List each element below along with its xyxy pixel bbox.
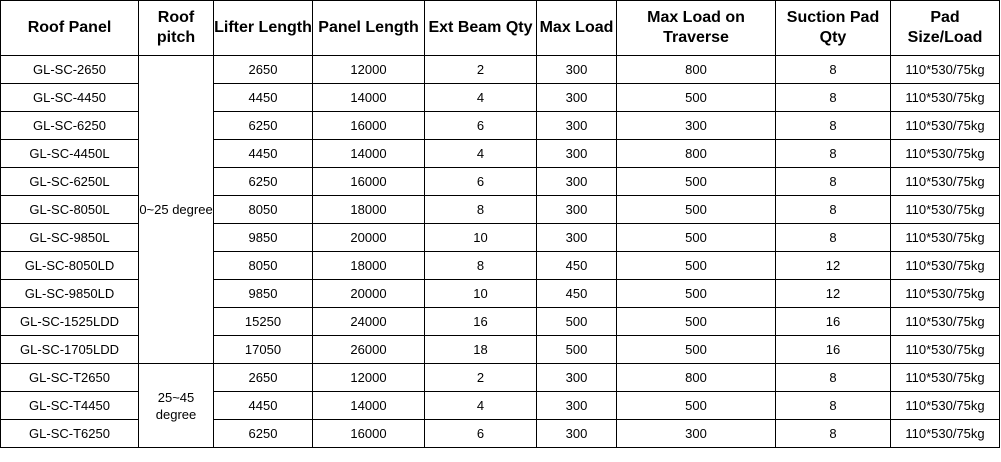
- max-load-cell: 450: [537, 280, 617, 308]
- table-row: [1, 56, 1000, 84]
- panel-length-cell: 20000: [313, 280, 425, 308]
- max-load-cell: 300: [537, 168, 617, 196]
- header-cell: Max Load: [537, 1, 617, 56]
- max-load-cell: 300: [537, 112, 617, 140]
- max-load-cell: 450: [537, 252, 617, 280]
- panel-length-cell: 20000: [313, 224, 425, 252]
- panel-length-cell: 14000: [313, 140, 425, 168]
- max-load-traverse-cell: 300: [617, 420, 776, 448]
- lifter-length-cell: 6250: [214, 112, 313, 140]
- suction-pad-qty-cell: 12: [776, 252, 891, 280]
- max-load-traverse-cell: 800: [617, 140, 776, 168]
- lifter-length-cell: 15250: [214, 308, 313, 336]
- max-load-cell: 300: [537, 56, 617, 84]
- suction-pad-qty-cell: 16: [776, 336, 891, 364]
- pad-size-load-cell: 110*530/75kg: [891, 196, 1000, 224]
- table-body: [1, 56, 1000, 448]
- pad-size-load-cell: 110*530/75kg: [891, 84, 1000, 112]
- ext-beam-qty-cell: 10: [425, 280, 537, 308]
- lifter-length-cell: 4450: [214, 392, 313, 420]
- pad-size-load-cell: 110*530/75kg: [891, 392, 1000, 420]
- model-cell: GL-SC-1525LDD: [1, 308, 139, 336]
- model-cell: GL-SC-T6250: [1, 420, 139, 448]
- lifter-length-cell: 4450: [214, 140, 313, 168]
- pad-size-load-cell: 110*530/75kg: [891, 140, 1000, 168]
- max-load-cell: 500: [537, 308, 617, 336]
- max-load-traverse-cell: 500: [617, 392, 776, 420]
- lifter-length-cell: 8050: [214, 196, 313, 224]
- model-cell: GL-SC-6250L: [1, 168, 139, 196]
- lifter-length-cell: 9850: [214, 280, 313, 308]
- max-load-traverse-cell: 500: [617, 196, 776, 224]
- panel-length-cell: 16000: [313, 420, 425, 448]
- pad-size-load-cell: 110*530/75kg: [891, 420, 1000, 448]
- header-cell: Lifter Length: [214, 1, 313, 56]
- table-row: [1, 364, 1000, 392]
- pad-size-load-cell: 110*530/75kg: [891, 252, 1000, 280]
- model-cell: GL-SC-9850LD: [1, 280, 139, 308]
- max-load-cell: 300: [537, 84, 617, 112]
- suction-pad-qty-cell: 8: [776, 112, 891, 140]
- panel-length-cell: 16000: [313, 168, 425, 196]
- max-load-cell: 500: [537, 336, 617, 364]
- ext-beam-qty-cell: 4: [425, 392, 537, 420]
- panel-length-cell: 24000: [313, 308, 425, 336]
- max-load-cell: 300: [537, 364, 617, 392]
- pad-size-load-cell: 110*530/75kg: [891, 336, 1000, 364]
- max-load-traverse-cell: 500: [617, 84, 776, 112]
- header-cell: Suction Pad Qty: [776, 1, 891, 56]
- roof-pitch-cell: 25~45 degree: [139, 364, 214, 448]
- panel-length-cell: 18000: [313, 196, 425, 224]
- panel-length-cell: 14000: [313, 84, 425, 112]
- panel-length-cell: 12000: [313, 364, 425, 392]
- max-load-traverse-cell: 500: [617, 336, 776, 364]
- max-load-cell: 300: [537, 196, 617, 224]
- ext-beam-qty-cell: 6: [425, 168, 537, 196]
- ext-beam-qty-cell: 4: [425, 140, 537, 168]
- suction-pad-qty-cell: 8: [776, 224, 891, 252]
- model-cell: GL-SC-T4450: [1, 392, 139, 420]
- ext-beam-qty-cell: 8: [425, 252, 537, 280]
- suction-pad-qty-cell: 8: [776, 140, 891, 168]
- max-load-traverse-cell: 800: [617, 364, 776, 392]
- header-cell: Roof pitch: [139, 1, 214, 56]
- model-cell: GL-SC-2650: [1, 56, 139, 84]
- header-cell: Pad Size/Load: [891, 1, 1000, 56]
- panel-length-cell: 12000: [313, 56, 425, 84]
- model-cell: GL-SC-8050L: [1, 196, 139, 224]
- max-load-traverse-cell: 500: [617, 224, 776, 252]
- lifter-length-cell: 4450: [214, 84, 313, 112]
- pad-size-load-cell: 110*530/75kg: [891, 308, 1000, 336]
- pad-size-load-cell: 110*530/75kg: [891, 364, 1000, 392]
- header-cell: Max Load on Traverse: [617, 1, 776, 56]
- panel-length-cell: 26000: [313, 336, 425, 364]
- lifter-length-cell: 6250: [214, 420, 313, 448]
- header-cell: Panel Length: [313, 1, 425, 56]
- max-load-traverse-cell: 500: [617, 280, 776, 308]
- pad-size-load-cell: 110*530/75kg: [891, 280, 1000, 308]
- max-load-cell: 300: [537, 224, 617, 252]
- ext-beam-qty-cell: 6: [425, 420, 537, 448]
- model-cell: GL-SC-T2650: [1, 364, 139, 392]
- header-cell: Roof Panel: [1, 1, 139, 56]
- max-load-traverse-cell: 500: [617, 168, 776, 196]
- lifter-length-cell: 8050: [214, 252, 313, 280]
- model-cell: GL-SC-1705LDD: [1, 336, 139, 364]
- suction-pad-qty-cell: 8: [776, 84, 891, 112]
- max-load-traverse-cell: 500: [617, 252, 776, 280]
- panel-length-cell: 18000: [313, 252, 425, 280]
- ext-beam-qty-cell: 16: [425, 308, 537, 336]
- lifter-length-cell: 9850: [214, 224, 313, 252]
- lifter-length-cell: 2650: [214, 56, 313, 84]
- ext-beam-qty-cell: 6: [425, 112, 537, 140]
- ext-beam-qty-cell: 4: [425, 84, 537, 112]
- roof-pitch-cell: 0~25 degree: [139, 56, 214, 364]
- max-load-traverse-cell: 300: [617, 112, 776, 140]
- model-cell: GL-SC-4450: [1, 84, 139, 112]
- header-row: [1, 1, 1000, 56]
- suction-pad-qty-cell: 8: [776, 392, 891, 420]
- header-cell: Ext Beam Qty: [425, 1, 537, 56]
- lifter-length-cell: 2650: [214, 364, 313, 392]
- model-cell: GL-SC-6250: [1, 112, 139, 140]
- model-cell: GL-SC-8050LD: [1, 252, 139, 280]
- ext-beam-qty-cell: 2: [425, 56, 537, 84]
- suction-pad-qty-cell: 12: [776, 280, 891, 308]
- suction-pad-qty-cell: 8: [776, 168, 891, 196]
- max-load-traverse-cell: 800: [617, 56, 776, 84]
- pad-size-load-cell: 110*530/75kg: [891, 112, 1000, 140]
- suction-pad-qty-cell: 8: [776, 196, 891, 224]
- suction-pad-qty-cell: 16: [776, 308, 891, 336]
- panel-length-cell: 16000: [313, 112, 425, 140]
- ext-beam-qty-cell: 2: [425, 364, 537, 392]
- max-load-cell: 300: [537, 140, 617, 168]
- model-cell: GL-SC-9850L: [1, 224, 139, 252]
- pad-size-load-cell: 110*530/75kg: [891, 56, 1000, 84]
- lifter-length-cell: 17050: [214, 336, 313, 364]
- suction-pad-qty-cell: 8: [776, 56, 891, 84]
- suction-pad-qty-cell: 8: [776, 364, 891, 392]
- pad-size-load-cell: 110*530/75kg: [891, 168, 1000, 196]
- lifter-length-cell: 6250: [214, 168, 313, 196]
- ext-beam-qty-cell: 10: [425, 224, 537, 252]
- model-cell: GL-SC-4450L: [1, 140, 139, 168]
- ext-beam-qty-cell: 18: [425, 336, 537, 364]
- ext-beam-qty-cell: 8: [425, 196, 537, 224]
- suction-pad-qty-cell: 8: [776, 420, 891, 448]
- max-load-cell: 300: [537, 392, 617, 420]
- max-load-traverse-cell: 500: [617, 308, 776, 336]
- max-load-cell: 300: [537, 420, 617, 448]
- pad-size-load-cell: 110*530/75kg: [891, 224, 1000, 252]
- panel-length-cell: 14000: [313, 392, 425, 420]
